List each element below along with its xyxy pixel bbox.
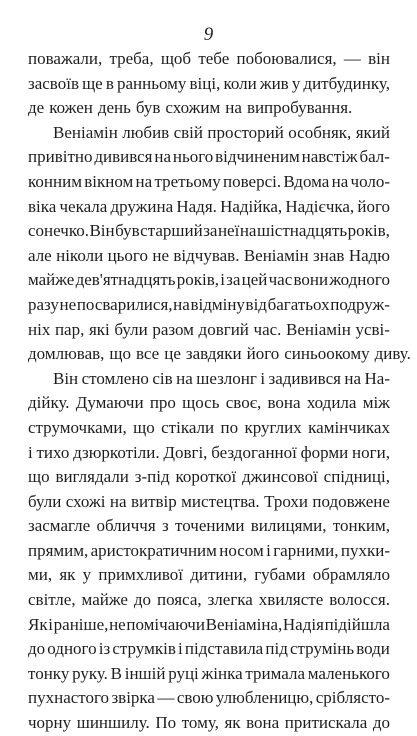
word: років, — [347, 221, 390, 241]
word: дивився — [94, 147, 153, 167]
word: в — [105, 73, 114, 93]
word: у — [82, 565, 92, 585]
word: стомлено — [81, 368, 149, 388]
word: випробування. — [246, 98, 353, 118]
word: був — [135, 98, 161, 118]
word: сонечко. — [28, 221, 89, 241]
word: і — [220, 270, 225, 290]
word: щоб — [160, 49, 192, 68]
word: Веніаміна, — [205, 614, 283, 634]
text-line — [28, 465, 390, 490]
word: Він — [53, 368, 79, 388]
text-line — [28, 637, 390, 662]
word: разом — [152, 319, 194, 339]
text-line — [28, 588, 390, 613]
word: подруж- — [330, 294, 390, 314]
word: від — [245, 294, 267, 314]
word: був — [115, 221, 140, 241]
text-line — [28, 391, 390, 416]
word: як — [59, 565, 76, 585]
word: третьому — [154, 171, 221, 191]
text-line — [28, 613, 390, 638]
word: обличчя — [96, 516, 156, 536]
word: тебе — [198, 49, 230, 68]
word: виглядали — [55, 467, 129, 487]
word: ніколи — [56, 245, 104, 265]
word: своє, — [225, 393, 262, 413]
word: день — [97, 98, 131, 118]
word: по — [220, 417, 239, 437]
word: під — [265, 639, 288, 659]
word: звірка — [111, 688, 155, 708]
word: відчував. — [173, 245, 240, 265]
word: засвоїв — [28, 73, 79, 93]
word: Трохи — [264, 491, 309, 511]
word: як — [224, 713, 241, 733]
word: і — [28, 442, 33, 462]
word: улюбленицю, — [215, 688, 314, 708]
word: на — [154, 147, 171, 167]
word: форми — [300, 442, 349, 462]
word: дев'ятнадцять — [75, 270, 176, 290]
word: за — [203, 221, 218, 241]
page-number: 9 — [203, 24, 214, 45]
word: навстіж — [301, 147, 358, 167]
word: про — [149, 393, 176, 413]
text-line — [28, 268, 390, 293]
word: довгий — [198, 319, 249, 339]
word: тихо — [36, 442, 70, 462]
word: пухки- — [340, 540, 390, 560]
word: відчиненим — [215, 147, 300, 167]
word: на — [239, 221, 257, 241]
word: притискала — [284, 713, 368, 733]
text-line — [28, 711, 390, 736]
word: задивився — [268, 368, 341, 388]
word: струмінь — [290, 639, 355, 659]
word: бал- — [359, 147, 390, 167]
word: свою — [176, 688, 214, 708]
word: жінка — [201, 663, 243, 683]
word: круглих — [244, 417, 302, 437]
text-line — [28, 293, 390, 318]
word: вони — [293, 270, 329, 290]
word: вона — [267, 393, 301, 413]
word: спідниці, — [323, 467, 390, 487]
text-line — [28, 318, 390, 343]
word: були — [114, 319, 148, 339]
word: все — [136, 344, 160, 364]
word: підставила — [184, 639, 264, 659]
word: до — [372, 713, 390, 733]
word: губами — [254, 565, 306, 585]
word: ще — [82, 73, 103, 93]
word: Веніамін — [243, 245, 309, 265]
word: між — [362, 393, 390, 413]
word: до — [133, 590, 152, 610]
word: що — [133, 417, 155, 437]
text-line — [28, 170, 390, 195]
word: Веніамін — [286, 319, 351, 339]
word: Як — [28, 614, 48, 634]
word: де — [28, 98, 45, 118]
word: просторий — [207, 122, 284, 142]
word: помічаючи — [126, 614, 205, 634]
word: іншій — [124, 663, 166, 683]
word: — — [157, 688, 175, 708]
word: дзюркотіли. — [73, 442, 160, 462]
body-text — [28, 47, 411, 736]
word: дитбудинку, — [303, 73, 390, 93]
word: — — [343, 49, 361, 68]
word: примхливої — [98, 565, 184, 585]
word: стікали — [161, 417, 215, 437]
word: цього — [107, 245, 148, 265]
word: Надійка, — [220, 196, 283, 216]
word: цей — [241, 270, 268, 290]
word: На- — [364, 368, 390, 388]
word: вилицями, — [250, 516, 327, 536]
word: чорну — [28, 713, 72, 733]
word: пар, — [54, 319, 85, 339]
text-line — [28, 121, 390, 146]
word: джинсової — [242, 467, 318, 487]
word: старший — [140, 221, 203, 241]
word: дійку. — [28, 393, 70, 413]
word: жив — [259, 73, 289, 93]
word: волосся. — [329, 590, 390, 610]
word: на — [173, 294, 190, 314]
text-line — [28, 96, 390, 121]
word: Думаючи — [75, 393, 144, 413]
word: нього — [172, 147, 214, 167]
word: хвилясте — [258, 590, 324, 610]
word: маленького — [307, 663, 390, 683]
word: коли — [223, 73, 257, 93]
word: його — [357, 196, 390, 216]
word: майже — [81, 590, 128, 610]
word: який — [355, 122, 390, 142]
word: сів — [152, 368, 173, 388]
word: і — [260, 368, 266, 388]
word: свій — [173, 122, 203, 142]
word: Вдома — [283, 171, 330, 191]
word: шістнадцять — [256, 221, 348, 241]
word: це — [164, 344, 181, 364]
text-line — [28, 47, 390, 72]
text-line — [28, 563, 390, 588]
word: одного — [47, 639, 97, 659]
word: тонку — [28, 663, 70, 683]
word: завдяки — [185, 344, 242, 364]
word: ми, — [28, 565, 53, 585]
text-line — [28, 367, 390, 392]
word: схожим — [165, 98, 221, 118]
word: відміну — [190, 294, 245, 314]
word: бездоганної — [211, 442, 297, 462]
word: носом — [219, 540, 264, 560]
word: струмочками, — [28, 417, 127, 437]
word: час — [268, 270, 293, 290]
word: які — [88, 319, 110, 339]
word: обрамляло — [312, 565, 390, 585]
word: у — [291, 73, 301, 93]
word: витвір — [130, 491, 177, 511]
word: аристократичним — [90, 540, 217, 560]
word: усві- — [355, 319, 390, 339]
word: за — [226, 270, 241, 290]
word: ноги, — [352, 442, 390, 462]
word: шезлонг — [196, 368, 257, 388]
word: кожен — [49, 98, 93, 118]
word: він — [368, 49, 390, 68]
word: прямим, — [28, 540, 89, 560]
word: короткої — [175, 467, 237, 487]
word: сріблясто- — [315, 688, 390, 708]
word: схожі — [65, 491, 106, 511]
word: чекала — [59, 196, 108, 216]
word: що — [109, 344, 131, 364]
word: світле, — [28, 590, 76, 610]
word: його — [246, 344, 280, 364]
word: Він — [89, 221, 115, 241]
word: ніх — [28, 319, 51, 339]
word: з-під — [134, 467, 170, 487]
word: синьоокому — [284, 344, 370, 364]
text-line — [28, 441, 390, 466]
word: на — [331, 171, 349, 191]
word: віці, — [189, 73, 221, 93]
word: не — [152, 245, 169, 265]
text-line — [28, 539, 390, 564]
word: В — [110, 663, 122, 683]
word: посварилися, — [76, 294, 173, 314]
word: підійшла — [324, 614, 390, 634]
word: не — [109, 614, 126, 634]
word: тримала — [245, 663, 305, 683]
word: Надю — [348, 245, 390, 265]
text-line — [28, 514, 390, 539]
word: до — [28, 639, 46, 659]
word: домлював, — [28, 344, 105, 364]
word: точеними — [175, 516, 245, 536]
word: подовжене — [312, 491, 390, 511]
word: злегка — [207, 590, 253, 610]
word: дитини, — [190, 565, 247, 585]
word: Веніамін — [53, 122, 118, 142]
word: вікном — [84, 171, 134, 191]
word: тому, — [181, 713, 219, 733]
word: жодного — [329, 270, 390, 290]
text-line — [28, 219, 390, 244]
word: разу — [28, 294, 59, 314]
word: що — [28, 467, 50, 487]
word: не — [59, 294, 77, 314]
word: років, — [176, 270, 219, 290]
word: руці — [168, 663, 199, 683]
word: поверсі. — [223, 171, 282, 191]
word: із — [98, 639, 111, 659]
word: віка — [28, 196, 57, 216]
word: пояса, — [156, 590, 202, 610]
word: майже — [28, 270, 75, 290]
word: на — [135, 171, 153, 191]
word: Довгі, — [163, 442, 208, 462]
word: і — [266, 540, 271, 560]
word: любив — [122, 122, 170, 142]
text-line — [28, 342, 411, 367]
word: раніше, — [53, 614, 109, 634]
word: руку. — [72, 663, 108, 683]
text-line — [28, 662, 390, 687]
word: диву. — [374, 344, 411, 364]
word: з — [162, 516, 169, 536]
word: час. — [253, 319, 282, 339]
word: чоло- — [350, 171, 390, 191]
word: але — [28, 245, 52, 265]
word: побоювалися, — [236, 49, 337, 68]
text-line — [28, 416, 390, 441]
word: на — [225, 98, 242, 118]
word: знав — [313, 245, 345, 265]
word: Надієчка, — [285, 196, 355, 216]
word: камінчиках — [308, 417, 390, 437]
word: ранньому — [116, 73, 187, 93]
word: води — [356, 639, 390, 659]
word: струмків — [112, 639, 176, 659]
word: шиншилу. — [76, 713, 150, 733]
word: були — [28, 491, 62, 511]
word: неї — [217, 221, 240, 241]
word: мистецтва. — [181, 491, 260, 511]
text-line — [28, 490, 390, 515]
word: щось — [182, 393, 220, 413]
word: Надія — [282, 614, 324, 634]
text-line — [28, 72, 390, 97]
text-line — [28, 686, 390, 711]
text-line — [28, 244, 390, 269]
word: ходила — [306, 393, 357, 413]
word: тонким, — [332, 516, 390, 536]
word: багатьох — [267, 294, 330, 314]
word: треба, — [109, 49, 154, 68]
word: і — [48, 614, 53, 634]
word: привітно — [28, 147, 93, 167]
word: пухнастого — [28, 688, 110, 708]
word: конним — [28, 171, 82, 191]
word: По — [155, 713, 177, 733]
word: дружина — [110, 196, 174, 216]
word: на — [344, 368, 362, 388]
word: засмагле — [28, 516, 91, 536]
word: на — [109, 491, 127, 511]
word: Надя. — [176, 196, 217, 216]
word: вона — [246, 713, 280, 733]
word: на — [176, 368, 193, 388]
word: гарними, — [273, 540, 339, 560]
text-line — [28, 195, 390, 220]
word: поважали, — [28, 49, 103, 68]
word: і — [178, 639, 183, 659]
word: особняк, — [288, 122, 352, 142]
text-line — [28, 145, 390, 170]
